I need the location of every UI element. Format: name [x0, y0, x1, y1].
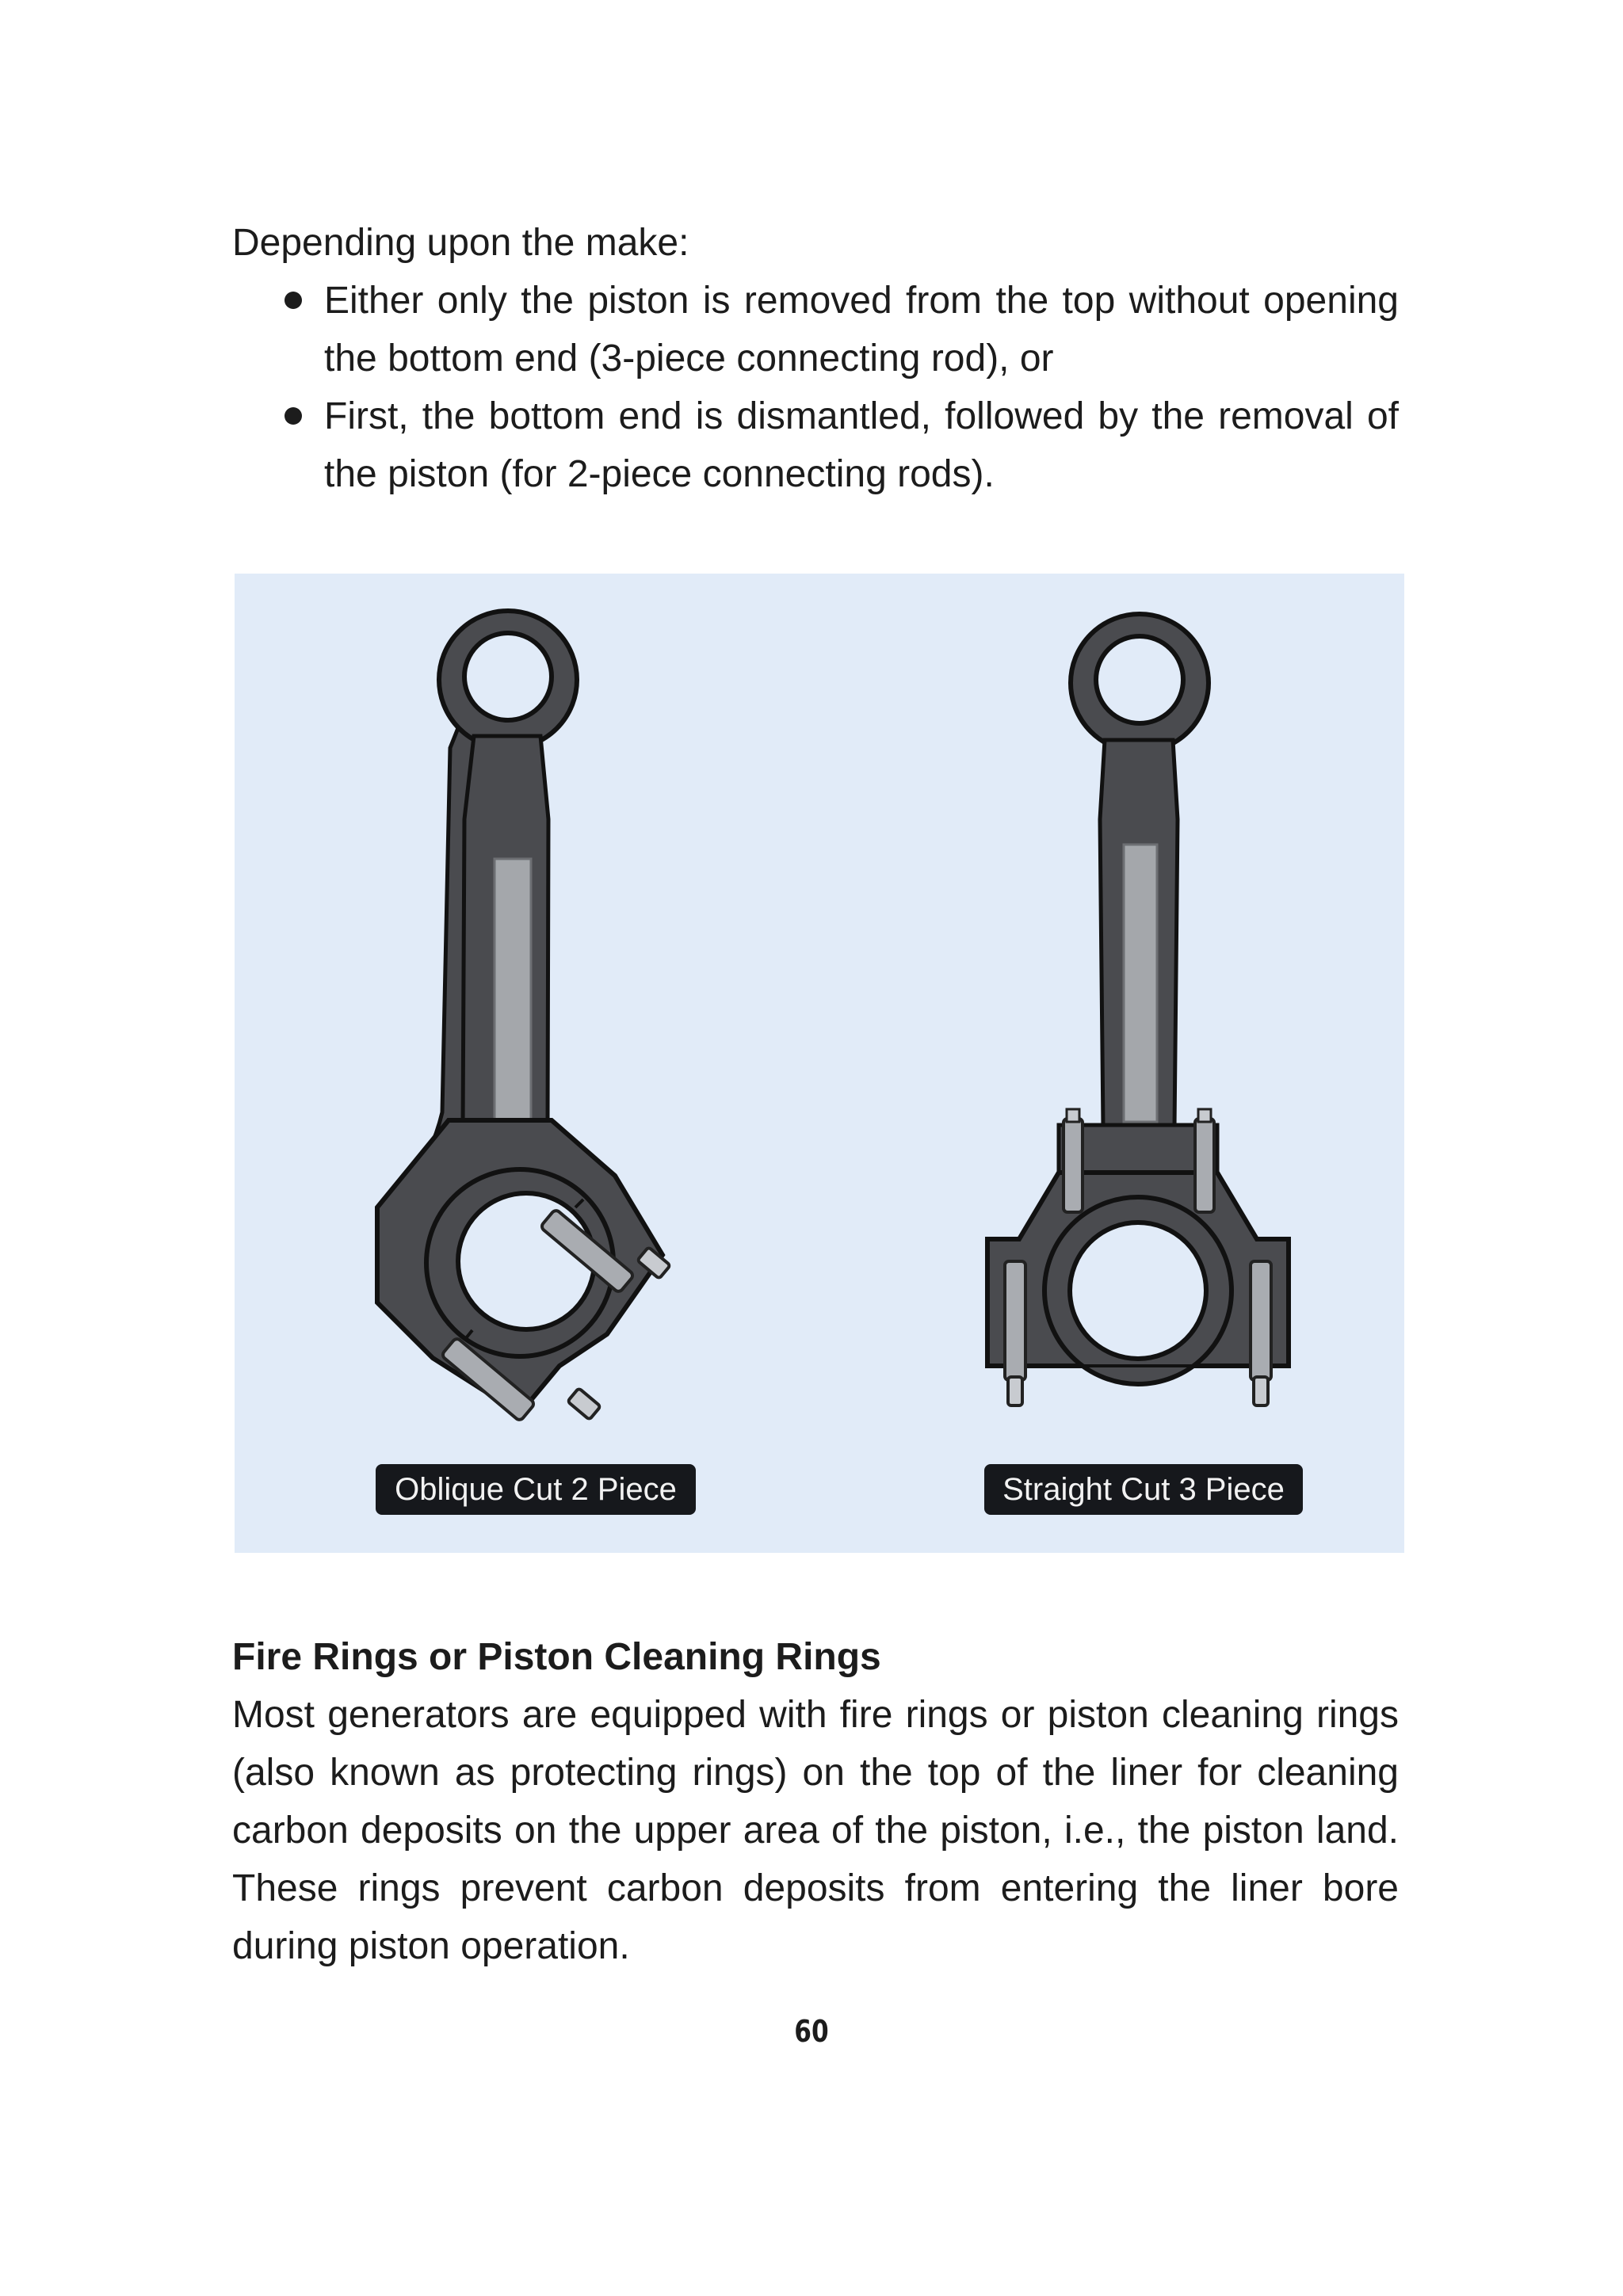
- straight-rod-bolt-right: [1251, 1261, 1271, 1405]
- connecting-rod-illustration: [235, 574, 1404, 1553]
- oblique-cut-caption: Oblique Cut 2 Piece: [376, 1464, 696, 1515]
- intro-heading: Depending upon the make:: [232, 222, 689, 264]
- bullet-item-2-text: First, the bottom end is dismantled, followed by the removal of the piston (for 2-piece connecting rods).: [324, 395, 1399, 495]
- connecting-rod-figure: [235, 574, 1404, 1553]
- straight-cut-caption: Straight Cut 3 Piece: [984, 1464, 1303, 1515]
- bullet-dot-icon: [285, 292, 302, 309]
- section-title: Fire Rings or Piston Cleaning Rings: [232, 1636, 881, 1678]
- straight-rod-channel: [1124, 845, 1157, 1122]
- bullet-item-2: [324, 387, 1399, 503]
- bullet-item-1-text: Either only the piston is removed from the top without opening the bottom end (3-piece connecting rod), or: [324, 280, 1399, 379]
- straight-rod-bolt-top-left: [1064, 1109, 1083, 1212]
- section-body: Most generators are equipped with fire rings or piston cleaning rings (also known as protecting rings) on the top of the liner for cleaning carbon deposits on the upper area of the piston, i.e., the piston land. These rings prevent carbon deposits from entering the liner bore during piston operation.: [232, 1694, 1399, 1967]
- straight-rod-bolt-top-right: [1195, 1109, 1214, 1212]
- fire-rings-section: [232, 1628, 1399, 1975]
- intro-bullet-list: [232, 272, 1399, 503]
- straight-rod-small-end-bore: [1096, 636, 1183, 723]
- bullet-dot-icon: [285, 407, 302, 425]
- oblique-rod-channel: [495, 859, 531, 1136]
- straight-cut-rod-drawing: [987, 614, 1289, 1405]
- oblique-rod-big-end-bore: [458, 1193, 594, 1329]
- straight-rod-bolt-left: [1005, 1261, 1025, 1405]
- page-number: 60: [794, 2014, 829, 2049]
- intro-block: [232, 214, 1399, 503]
- oblique-rod-small-end-bore: [464, 633, 552, 720]
- bullet-item-1: [324, 272, 1399, 387]
- straight-rod-big-end-bore: [1070, 1222, 1206, 1359]
- oblique-cut-rod-drawing: [377, 611, 670, 1421]
